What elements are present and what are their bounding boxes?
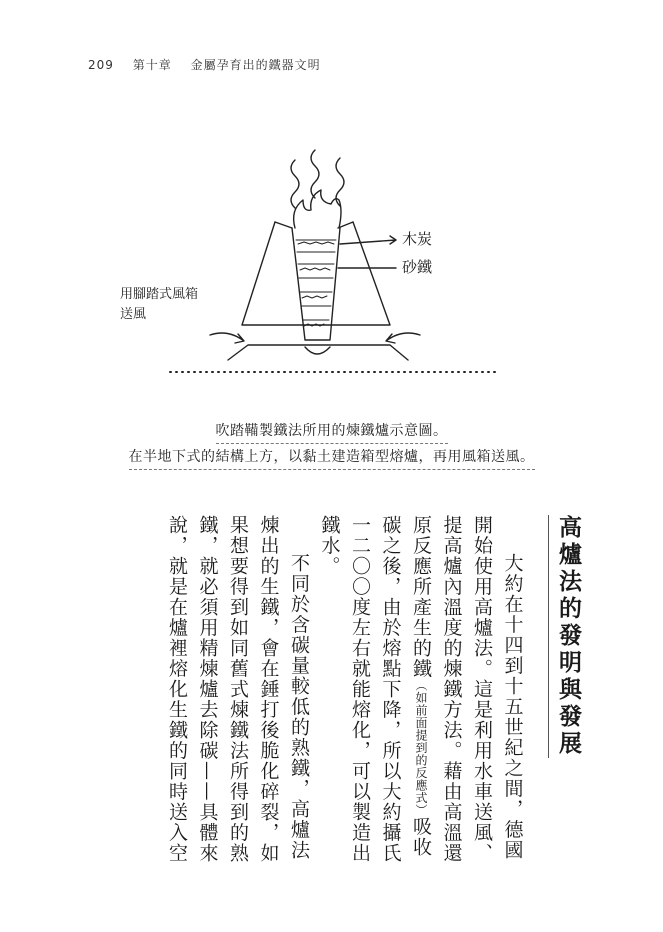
paragraph-1 — [314, 515, 528, 875]
flame — [294, 190, 341, 228]
page-number: 209 — [88, 58, 114, 72]
layer-1 — [296, 240, 336, 320]
label-charcoal: 木炭 — [402, 230, 433, 248]
paragraph-1-a: 大約在十四到十五世紀之間，德國開始使用高爐法。這是利用水車送風、提高爐內溫度的煉鐵方法。藉由高溫還原反應所產生的鐵 — [410, 515, 524, 864]
section-title: 高爐法的發明與發展 — [548, 515, 584, 758]
smoke-middle — [311, 150, 319, 198]
label-bellows-1: 用腳踏式風箱 — [120, 287, 199, 302]
figure-caption-2 — [0, 446, 663, 470]
smoke-left — [291, 160, 299, 208]
vertical-body-text — [162, 515, 584, 875]
paragraph-2: 不同於含碳量較低的熟鐵，高爐法煉出的生鐵，會在錘打後脆化碎裂，如果想要得到如同舊式煉鐵法所得到的熟鐵，就必須用精煉爐去除碳——具體來說，就是在爐裡熔化生鐵的同時送入空 — [166, 515, 310, 864]
furnace-inner-left — [275, 222, 292, 228]
furnace-shaft — [292, 228, 340, 340]
figure-caption-1 — [0, 420, 663, 444]
caption-line-1: 吹踏鞴製鐵法所用的煉鐵爐示意圖。 — [216, 420, 448, 444]
label-bellows-2: 送風 — [120, 307, 147, 322]
layer-marks — [298, 242, 334, 326]
caption-line-2: 在半地下式的結構上方，以黏土建造箱型熔爐，再用風箱送風。 — [129, 446, 535, 470]
pointer-charcoal — [340, 236, 396, 244]
arrow-left — [210, 333, 244, 343]
chapter-title: 金屬孕育出的鐵器文明 — [190, 58, 321, 72]
running-header — [88, 56, 335, 73]
chapter-label: 第十章 — [132, 58, 172, 72]
slag-pit — [305, 347, 330, 354]
ground-base — [228, 345, 408, 360]
furnace-illustration — [100, 140, 520, 410]
label-sand-iron: 砂鐵 — [402, 258, 433, 276]
arrow-right — [386, 333, 420, 343]
paragraph-1-b: 吸收碳之後，由於熔點下降，所以大約攝氏一二〇〇度左右就能熔化，可以製造出鐵水。 — [318, 515, 432, 864]
paragraph-1-note: （如前面提到的反應式） — [414, 679, 428, 817]
furnace-outer-wall — [242, 222, 390, 325]
